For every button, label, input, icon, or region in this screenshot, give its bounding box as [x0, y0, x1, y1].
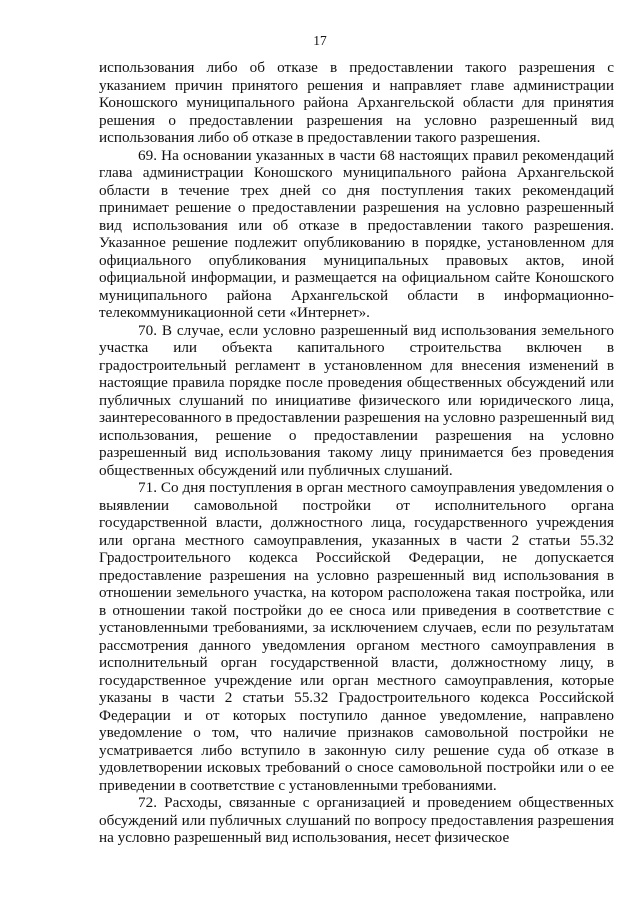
paragraph-70: 70. В случае, если условно разрешенный вид использования земельного участка или объекта капитального строительства включен в градостроительный регламент в установленном для внесения изменений в настоящие правила порядке после проведения общественных обсуждений или публичных слушаний по инициативе физического или юридического лица, заинтересованного в предоставлении разрешения на условно разрешенный вид использования, решение о предоставлении разрешения на условно разрешенный вид использования такому лицу принимается без проведения общественных обсуждений или публичных слушаний.	[99, 321, 614, 479]
page-number: 17	[313, 33, 327, 48]
paragraph-continuation: использования либо об отказе в предоставлении такого разрешения с указанием причин принятого решения и направляет главе администрации Коношского муниципального района Архангельской области для принятия решения о предоставлении разрешения на условно разрешенный вид использования либо об отказе в предоставлении такого разрешения.	[99, 59, 614, 146]
paragraph-71: 71. Со дня поступления в орган местного самоуправления уведомления о выявлении самовольной постройки от исполнительного органа государственной власти, должностного лица, государственного учреждения или органа местного самоуправления, указанных в части 2 статьи 55.32 Градостроительного кодекса Российской Федерации, не допускается предоставление разрешения на условно разрешенный вид использования в отношении земельного участка, на котором расположена такая постройка, или в отношении такой постройки до ее сноса или приведения в соответствие с установленными требованиями, за исключением случаев, если по результатам рассмотрения данного уведомления органом местного самоуправления в исполнительный орган государственной власти, должностному лицу, в государственное учреждение или орган местного самоуправления, которые указаны в части 2 статьи 55.32 Градостроительного кодекса Российской Федерации и от которых поступило данное уведомление, направлено уведомление о том, что наличие признаков самовольной постройки не усматривается либо вступило в законную силу решение суда об отказе в удовлетворении исковых требований о сносе самовольной постройки или о ее приведении в соответствие с установленными требованиями.	[99, 479, 614, 794]
paragraph-72: 72. Расходы, связанные с организацией и проведением общественных обсуждений или публичных слушаний по вопросу предоставления разрешения на условно разрешенный вид использования, несет физическое	[99, 794, 614, 846]
document-body	[99, 59, 614, 847]
paragraph-69: 69. На основании указанных в части 68 настоящих правил рекомендаций глава администрации Коношского муниципального района Архангельской области в течение трех дней со дня поступления таких рекомендаций принимает решение о предоставлении разрешения на условно разрешенный вид использования или об отказе в предоставлении такого разрешения. Указанное решение подлежит опубликованию в порядке, установленном для официального опубликования муниципальных правовых актов, иной официальной информации, и размещается на официальном сайте Коношского муниципального района Архангельской области в информационно-телекоммуникационной сети «Интернет».	[99, 146, 614, 321]
